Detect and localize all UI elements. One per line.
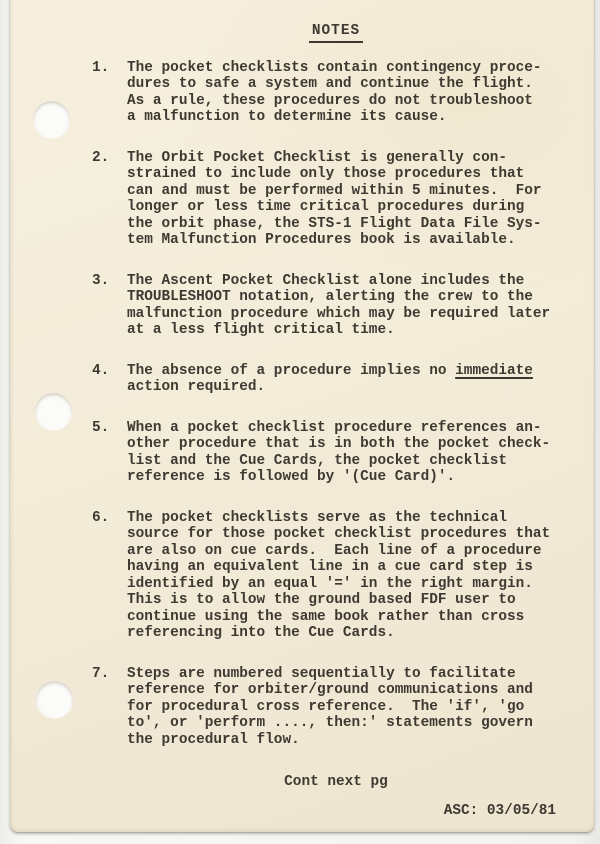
note-line: having an equivalent line in a cue card step is — [127, 559, 533, 575]
note-line: The pocket checklists serve as the technical — [127, 509, 507, 526]
note-line: the orbit phase, the STS-1 Flight Data File Sys- — [127, 215, 542, 232]
notes-list — [10, 60, 594, 749]
note-line: for procedural cross reference. The 'if', 'go — [127, 698, 525, 715]
note-number: 1. — [92, 59, 110, 76]
note-line: are also on cue cards. Each line of a procedure — [127, 542, 542, 559]
note-number: 7. — [92, 665, 110, 682]
checklist-page — [10, 0, 594, 832]
note-line: a malfunction to determine its cause. — [127, 109, 447, 125]
note-number: 2. — [92, 149, 110, 166]
continuation-row — [127, 774, 545, 791]
note-lines — [127, 510, 550, 642]
note-number: 4. — [92, 362, 110, 379]
note-line: referencing into the Cue Cards. — [127, 625, 395, 641]
note-line: the procedural flow. — [127, 731, 300, 748]
continuation-note: Cont next pg — [284, 774, 388, 790]
text-segment: The absence of a procedure implies no — [127, 362, 456, 379]
note-lines — [127, 420, 550, 486]
note-item — [92, 60, 594, 126]
note-line: dures to safe a system and continue the flight. — [127, 76, 533, 92]
note-line: other procedure that is in both the pocket check- — [127, 436, 551, 452]
note-line: As a rule, these procedures do not troubleshoot — [127, 92, 533, 109]
revision-code: ASC: 03/05/81 — [443, 803, 556, 819]
note-lines — [127, 60, 542, 126]
note-line: can and must be performed within 5 minutes. For — [127, 182, 542, 199]
note-line: When a pocket checklist procedure references an- — [127, 419, 542, 436]
note-line: The Ascent Pocket Checklist alone includes the — [127, 272, 525, 289]
note-item — [92, 420, 594, 486]
note-line: action required. — [127, 379, 266, 395]
note-lines — [127, 666, 533, 749]
note-item — [92, 666, 594, 749]
note-number: 5. — [92, 419, 110, 436]
note-number: 3. — [92, 272, 110, 289]
note-line: to', or 'perform ...., then:' statements govern — [127, 715, 533, 731]
note-item — [92, 510, 594, 642]
note-line: tem Malfunction Procedures book is available. — [127, 232, 516, 248]
note-item — [92, 363, 594, 396]
note-number: 6. — [92, 509, 110, 526]
page-title: NOTES — [309, 23, 363, 43]
note-line: strained to include only those procedures that — [127, 166, 525, 182]
underlined-text: immediate — [455, 362, 533, 379]
note-line: reference for orbiter/ground communications and — [127, 682, 533, 698]
typewritten-content — [10, 0, 594, 832]
note-line: The Orbit Pocket Checklist is generally con- — [127, 149, 507, 166]
note-line — [127, 363, 533, 380]
note-lines — [127, 363, 533, 396]
note-line: identified by an equal '=' in the right margin. — [127, 575, 533, 592]
note-line: at a less flight critical time. — [127, 322, 395, 338]
note-line: TROUBLESHOOT notation, alerting the crew to the — [127, 289, 533, 305]
title-row — [127, 23, 545, 43]
note-line: reference is followed by '(Cue Card)'. — [127, 469, 456, 485]
note-line: malfunction procedure which may be required later — [127, 305, 551, 322]
note-line: source for those pocket checklist procedures that — [127, 526, 551, 542]
note-line: The pocket checklists contain contingency proce- — [127, 59, 542, 76]
note-lines — [127, 273, 550, 339]
note-line: continue using the same book rather than cross — [127, 608, 525, 625]
note-line: This is to allow the ground based FDF user to — [127, 592, 516, 608]
note-item — [92, 273, 594, 339]
note-lines — [127, 150, 542, 249]
note-line: longer or less time critical procedures during — [127, 199, 525, 215]
note-line: list and the Cue Cards, the pocket checklist — [127, 452, 507, 469]
note-item — [92, 150, 594, 249]
note-line: Steps are numbered sequentially to facilitate — [127, 665, 516, 682]
